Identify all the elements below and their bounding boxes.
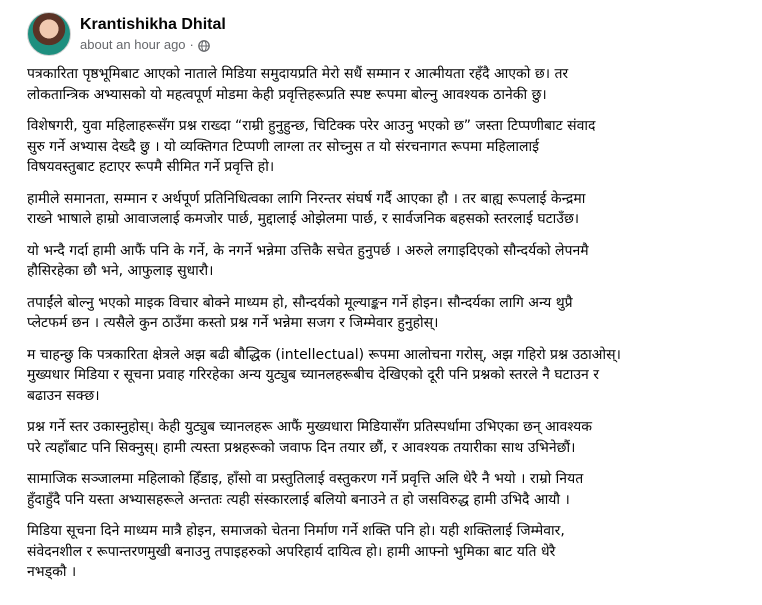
author-name[interactable]: Krantishikha Dhital	[80, 15, 226, 33]
post-meta	[80, 15, 226, 54]
avatar[interactable]	[27, 12, 71, 56]
post-paragraph: मिडिया सूचना दिने माध्यम मात्रै होइन, समाजको चेतना निर्माण गर्ने शक्ति पनि हो। यही शक्तिलाई जिम्मेवार, संवेदनशील र रूपान्तरणमुखी बनाउनु तपाइहरुको अपरिहार्य दायित्व हो। हामी आफ्नो भुमिका बाट यति धेरै नभड्कौ ।	[27, 523, 565, 580]
meta-separator: ·	[189, 36, 194, 52]
post-paragraph: यो भन्दै गर्दा हामी आफैं पनि के गर्ने, के नगर्ने भन्नेमा उत्तिकै सचेत हुनुपर्छ । अरुले लगाइदिएको सौन्दर्यको लेपनमै हौसिरहेका छौ भने, आफुलाइ सुधारौ।	[27, 242, 589, 279]
globe-icon[interactable]	[198, 39, 210, 51]
post-body	[27, 64, 749, 594]
post-paragraph: सामाजिक सञ्जालमा महिलाको हिँडाइ, हाँसो वा प्रस्तुतिलाई वस्तुकरण गर्ने प्रवृत्ति अलि धेरै नै भयो । राम्रो नियत हुँदाहुँदै पनि यस्ता अभ्यासहरूले अन्ततः त्यही संस्कारलाई बलियो बनाउने त हो जसविरुद्ध हामी उभिदै आयौ ।	[27, 471, 584, 508]
post-paragraph: तपाईंले बोल्नु भएको माइक विचार बोक्ने माध्यम हो, सौन्दर्यको मूल्याङ्कन गर्ने होइन। सौन्दर्यका लागि अन्य थुप्रै प्लेटफर्म छन । त्यसैले कुन ठाउँमा कस्तो प्रश्न गर्ने भन्नेमा सजग र जिम्मेवार हुनुहोस्।	[27, 294, 573, 331]
post-timestamp[interactable]: about an hour ago	[80, 36, 186, 52]
post-header	[27, 12, 226, 56]
post-paragraph: म चाहन्छु कि पत्रकारिता क्षेत्रले अझ बढी बौद्धिक (intellectual) रूपमा आलोचना गरोस्, अझ गहिरो प्रश्न उठाओस्। मुख्यधार मिडिया र सूचना प्रवाह गरिरहेका अन्य युट्युब च्यानलहरूबीच देखिएको दूरी पनि प्रश्नको स्तरले नै घटाउन र बढाउन सक्छ।	[27, 346, 621, 404]
post-paragraph: हामीले समानता, सम्मान र अर्थपूर्ण प्रतिनिधित्वका लागि निरन्तर संघर्ष गर्दै आएका हौ । तर बाह्य रूपलाई केन्द्रमा राख्ने भाषाले हाम्रो आवाजलाई कमजोर पार्छ, मुद्दालाई ओझेलमा पार्छ, र सार्वजनिक बहसको स्तरलाई घटाउँछ।	[27, 190, 586, 227]
post-paragraph: विशेषगरी, युवा महिलाहरूसँग प्रश्न राख्दा “राम्री हुनुहुन्छ, चिटिक्क परेर आउनु भएको छ” जस्ता टिप्पणीबाट संवाद सुरु गर्ने अभ्यास देख्दै छु । यो व्यक्तिगत टिप्पणी लाग्ला तर सोच्नुस त यो संरचनागत रूपमा महिलालाई विषयवस्तुबाट हटाएर रूपमै सीमित गर्ने प्रवृत्ति हो।	[27, 118, 596, 175]
post-subline	[80, 36, 226, 54]
post-paragraph: पत्रकारिता पृष्ठभूमिबाट आएको नाताले मिडिया समुदायप्रति मेरो सधैं सम्मान र आत्मीयता रहँदै आएको छ। तर लोकतान्त्रिक अभ्यासको यो महत्वपूर्ण मोडमा केही प्रवृत्तिहरूप्रति स्पष्ट रूपमा बोल्नु आवश्यक ठानेकी छु।	[27, 66, 569, 103]
post-paragraph: प्रश्न गर्ने स्तर उकास्नुहोस्। केही युट्युब च्यानलहरू आफैं मुख्यधारा मिडियासँग प्रतिस्पर्धामा उभिएका छन् आवश्यक परे त्यहाँबाट पनि सिक्नुस्। हामी त्यस्ता प्रश्नहरूको जवाफ दिन तयार छौं, र आवश्यक तयारीका साथ उभिनेछौं।	[27, 419, 593, 456]
